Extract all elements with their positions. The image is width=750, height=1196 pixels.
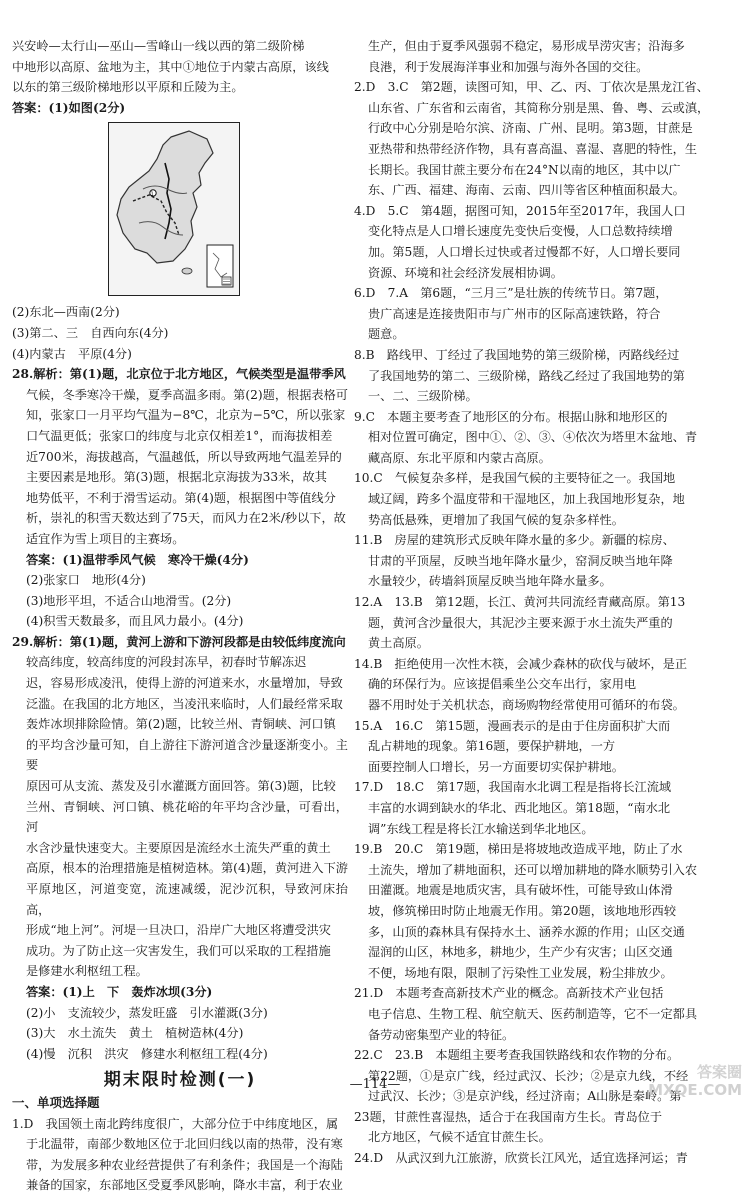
q28-line-1: 28.解析：第(1)题，北京位于北方地区，气候类型是温带季风 — [12, 367, 346, 382]
right-line: 行政中心分别是哈尔滨、济南、广州、昆明。第3题，甘蔗是 — [368, 121, 693, 136]
right-line: 了我国地势的第二、三级阶梯，路线乙经过了我国地势的第 — [368, 368, 685, 383]
right-line: 甘肃的平顶屋，反映当地年降水量少，窑洞反映当地年降 — [368, 553, 673, 568]
right-line: 水量较少，砖墙斜顶屋反映当地年降水量多。 — [368, 574, 612, 589]
right-line: 域辽阔，跨多个温度带和干湿地区，加上我国地形复杂，地 — [368, 492, 685, 507]
q1-line-3: 带，为发展多种农业经营提供了有利条件；我国是一个海陆 — [26, 1157, 343, 1172]
intro-line-3: 以东的第三级阶梯地形以平原和丘陵为主。 — [12, 80, 244, 95]
section-title: 期末限时检测(一) — [103, 1070, 257, 1091]
q29-answer-2: (2)小 支流较少，蒸发旺盛 引水灌溉(3分) — [26, 1005, 268, 1020]
right-line: 24.D 从武汉到九江旅游，欣赏长江风光，适宜选择河运；青 — [354, 1151, 688, 1166]
q29-line-10: 水含沙量快速变大。主要原因是流经水土流失严重的黄土 — [26, 840, 331, 855]
right-line: 资源、环境和社会经济发展相协调。 — [368, 265, 563, 280]
right-line: 不便，场地有限，限制了污染性工业发展，粉尘排放少。 — [368, 965, 673, 980]
right-line: 乱占耕地的现象。第16题，要保护耕地，一方 — [368, 739, 616, 754]
q28-line-6: 主要因素是地形。第(3)题，根据北京海拔为33米，故其 — [26, 470, 327, 485]
q29-answer-3: (3)大 水土流失 黄土 植树造林(4分) — [26, 1026, 244, 1041]
right-line: 4.D 5.C 第4题，据图可知，2015年至2017年，我国人口 — [354, 203, 686, 218]
q29-line-2: 较高纬度，较高纬度的河段封冻早，初春时节解冻迟 — [26, 655, 307, 670]
q29-line-9: 兰州、青铜峡、河口镇、桃花峪的年平均含沙量，可看出，河 — [26, 799, 348, 835]
right-line: 22.C 23.B 本题组主要考查我国铁路线和农作物的分布。 — [354, 1048, 680, 1063]
right-line: 备劳动密集型产业的特征。 — [368, 1027, 515, 1042]
q29-line-15: 是修建水利枢纽工程。 — [26, 964, 148, 979]
right-line: 题，黄河含沙量很大，其泥沙主要来源于水土流失严重的 — [368, 615, 673, 630]
right-line: 土流失，增加了耕地面积，还可以增加耕地的降水顺势引入农 — [368, 862, 698, 877]
right-line: 湿润的山区，林地多，耕地少，生产少有灾害；山区交通 — [368, 945, 673, 960]
right-line: 21.D 本题考查高新技术产业的概念。高新技术产业包括 — [354, 986, 664, 1001]
right-line: 山东省、广东省和云南省，其简称分别是黑、鲁、粤、云或滇， — [368, 100, 710, 115]
q1-line-1: 1.D 我国领土南北跨纬度很广，大部分位于中纬度地区，属 — [12, 1116, 339, 1131]
q28-answer-1: 答案：(1)温带季风气候 寒冷干燥(4分) — [26, 552, 249, 567]
right-column-text — [354, 36, 738, 1169]
right-line: 一、二、三级阶梯。 — [368, 389, 478, 404]
right-line: 亚热带和热带经济作物，具有喜高温、喜湿、喜肥的特性，生 — [368, 141, 698, 156]
q29-line-13: 形成“地上河”。河堤一旦决口，沿岸广大地区将遭受洪灾 — [26, 923, 331, 938]
q1-line-2: 于北温带，南部少数地区位于北回归线以南的热带，没有寒 — [26, 1137, 343, 1152]
right-line: 长期长。我国甘蔗主要分布在24°N以南的地区，其中以广 — [368, 162, 681, 177]
watermark-logo — [630, 1063, 742, 1103]
q28-line-8: 析，崇礼的积雪天数达到了75天，而风力在2米/秒以下，故 — [26, 511, 346, 526]
q29-line-7: 的平均含沙量可知，自上游往下游河道含沙量逐渐变小。主要 — [26, 737, 348, 773]
right-line: 相对位置可确定，图中①、②、③、④依次为塔里木盆地、青 — [368, 430, 698, 445]
right-line: 藏高原、东北平原和内蒙古高原。 — [368, 450, 551, 465]
q29-line-12: 平原地区，河道变宽，流速减缓，泥沙沉积，导致河床抬高， — [26, 882, 348, 917]
right-line: 东、广西、福建、海南、云南、四川等省区种植面积最大。 — [368, 183, 685, 198]
right-line: 调”东线工程是将长江水输送到华北地区。 — [368, 821, 594, 836]
right-line: 确的环保行为。应该提倡乘坐公交车出行，家用电 — [368, 677, 637, 692]
china-map-figure — [108, 122, 240, 296]
china-map-icon — [109, 123, 239, 295]
right-line: 田灌溉。地震是地质灾害，具有破坏性，可能导致山体滑 — [368, 883, 673, 898]
right-line: 题意。 — [368, 327, 405, 342]
answer-line-4: (4)内蒙古 平原(4分) — [12, 346, 132, 361]
right-line: 11.B 房屋的建筑形式反映年降水量的多少。新疆的棕房、 — [354, 533, 675, 548]
answer-line: 答案：(1)如图(2分) — [12, 100, 126, 115]
right-line: 坡，修筑梯田时防止地震无作用。第20题，该地地形西较 — [368, 903, 677, 918]
right-line: 第22题，①是京广线，经过武汉、长沙；②是京九线，不经 — [368, 1068, 689, 1083]
q28-line-7: 地势低平，不利于滑雪运动。第(4)题，根据图中等值线分 — [26, 490, 336, 505]
right-line: 2.D 3.C 第2题，读图可知，甲、乙、丙、丁依次是黑龙江省、 — [354, 80, 709, 95]
right-line: 生产，但由于夏季风强弱不稳定，易形成旱涝灾害；沿海多 — [368, 39, 685, 53]
right-line: 23题，甘蔗性喜湿热，适合于在我国南方生长。青岛位于 — [354, 1109, 663, 1124]
svg-text:1: 1 — [150, 191, 154, 198]
right-line: 丰富的水调到缺水的华北、西北地区。第18题，“南水北 — [368, 800, 671, 815]
right-line: 北方地区，气候不适宜甘蔗生长。 — [368, 1130, 551, 1145]
q28-answer-4: (4)积雪天数最多，而且风力最小。(4分) — [26, 614, 244, 629]
q29-line-6: 轰炸冰坝排除险情。第(2)题，比较兰州、青铜峡、河口镇 — [26, 717, 336, 732]
answer-line-3: (3)第二、三 自西向东(4分) — [12, 325, 169, 340]
q28-answer-2: (2)张家口 地形(4分) — [26, 573, 146, 588]
right-line: 面要控制人口增长，另一方面要切实保护耕地。 — [368, 759, 624, 774]
right-line: 加。第5题，人口增长过快或者过慢都不好，人口增长要同 — [368, 244, 681, 259]
right-line: 多，山顶的森林具有保持水土、涵养水源的作用；山区交通 — [368, 924, 685, 939]
q28-line-2: 气候，冬季寒冷干燥，夏季高温多雨。第(2)题，根据表格可 — [26, 387, 348, 402]
right-line: 15.A 16.C 第15题，漫画表示的是由于住房面积扩大而 — [354, 718, 671, 733]
right-line: 10.C 气候复杂多样，是我国气候的主要特征之一。我国地 — [354, 471, 676, 486]
q28-line-3: 知，张家口一月平均气温为−8℃，北京为−5℃，所以张家 — [26, 408, 346, 423]
intro-line-1: 兴安岭—太行山—巫山—雪峰山一线以西的第二级阶梯 — [12, 39, 305, 53]
right-line: 19.B 20.C 第19题，梯田是将坡地改造成平地，防止了水 — [354, 842, 683, 857]
right-line: 6.D 7.A 第6题，“三月三”是壮族的传统节日。第7题， — [354, 286, 668, 301]
q28-line-5: 近700米，海拔越高，气温越低，所以导致两地气温差异的 — [26, 449, 342, 464]
right-line: 9.C 本题主要考查了地形区的分布。根据山脉和地形区的 — [354, 409, 668, 424]
q29-line-11: 高原，根本的治理措施是植树造林。第(4)题，黄河进入下游 — [26, 861, 348, 876]
q28-line-9: 适宜作为雪上项目的主赛场。 — [26, 531, 185, 546]
q28-line-4: 口气温更低；张家口的纬度与北京仅相差1°，而海拔相差 — [26, 428, 333, 443]
watermark-text: 答案圈 MXQE.COM — [648, 1063, 742, 1099]
right-line: 过武汉、长沙；③是京沪线，经过济南；A山脉是秦岭。第 — [368, 1089, 682, 1104]
right-line: 良港，利于发展海洋事业和加强与海外各国的交往。 — [368, 59, 649, 74]
q1-line-4: 兼备的国家，东部地区受夏季风影响，降水丰富，利于农业 — [26, 1178, 343, 1193]
right-line: 17.D 18.C 第17题，我国南水北调工程是指将长江流域 — [354, 780, 672, 795]
q29-line-5: 泛滥。在我国的北方地区，当凌汛来临时，人们最经常采取 — [26, 696, 343, 711]
right-line: 变化特点是人口增长速度先变快后变慢，人口总数持续增 — [368, 224, 673, 239]
section-subtitle: 一、单项选择题 — [12, 1094, 100, 1110]
intro-line-2: 中地形以高原、盆地为主，其中①地位于内蒙古高原，该线 — [12, 59, 329, 74]
q29-line-14: 成功。为了防止这一灾害发生，我们可以采取的工程措施 — [26, 943, 331, 958]
left-column — [12, 36, 348, 1196]
right-line: 电子信息、生物工程、航空航天、医药制造等，它不一定都具 — [368, 1006, 698, 1021]
q28-answer-3: (3)地形平坦，不适合山地滑雪。(2分) — [26, 593, 232, 608]
q29-line-8: 原因可从支流、蒸发及引水灌溉方面回答。第(3)题，比较 — [26, 779, 336, 794]
right-line: 14.B 拒绝使用一次性木筷，会减少森林的砍伐与破坏，是正 — [354, 656, 688, 671]
right-line: 12.A 13.B 第12题，长江、黄河共同流经青藏高原。第13 — [354, 595, 686, 610]
right-line: 器不用时处于关机状态，商场购物经常使用可循环的布袋。 — [368, 698, 685, 712]
right-line: 势高低悬殊，更增加了我国气候的复杂多样性。 — [368, 512, 624, 527]
q29-line-3: 迟，容易形成凌汛，使得上游的河道来水，水量增加，导致 — [26, 676, 343, 691]
q29-answer-1: 答案：(1)上 下 轰炸冰坝(3分) — [26, 984, 213, 999]
right-line: 黄土高原。 — [368, 636, 429, 651]
q29-answer-4: (4)慢 沉积 洪灾 修建水利枢纽工程(4分) — [26, 1046, 268, 1061]
answer-line-2: (2)东北—西南(2分) — [12, 305, 120, 320]
right-line: 贵广高速是连接贵阳市与广州市的区际高速铁路，符合 — [368, 306, 661, 321]
page-number: —114— — [349, 1077, 401, 1092]
right-line: 8.B 路线甲、丁经过了我国地势的第三级阶梯，丙路线经过 — [354, 347, 680, 362]
q29-line-1: 29.解析：第(1)题，黄河上游和下游河段都是由较低纬度流向 — [12, 634, 346, 649]
right-column — [354, 36, 738, 1169]
